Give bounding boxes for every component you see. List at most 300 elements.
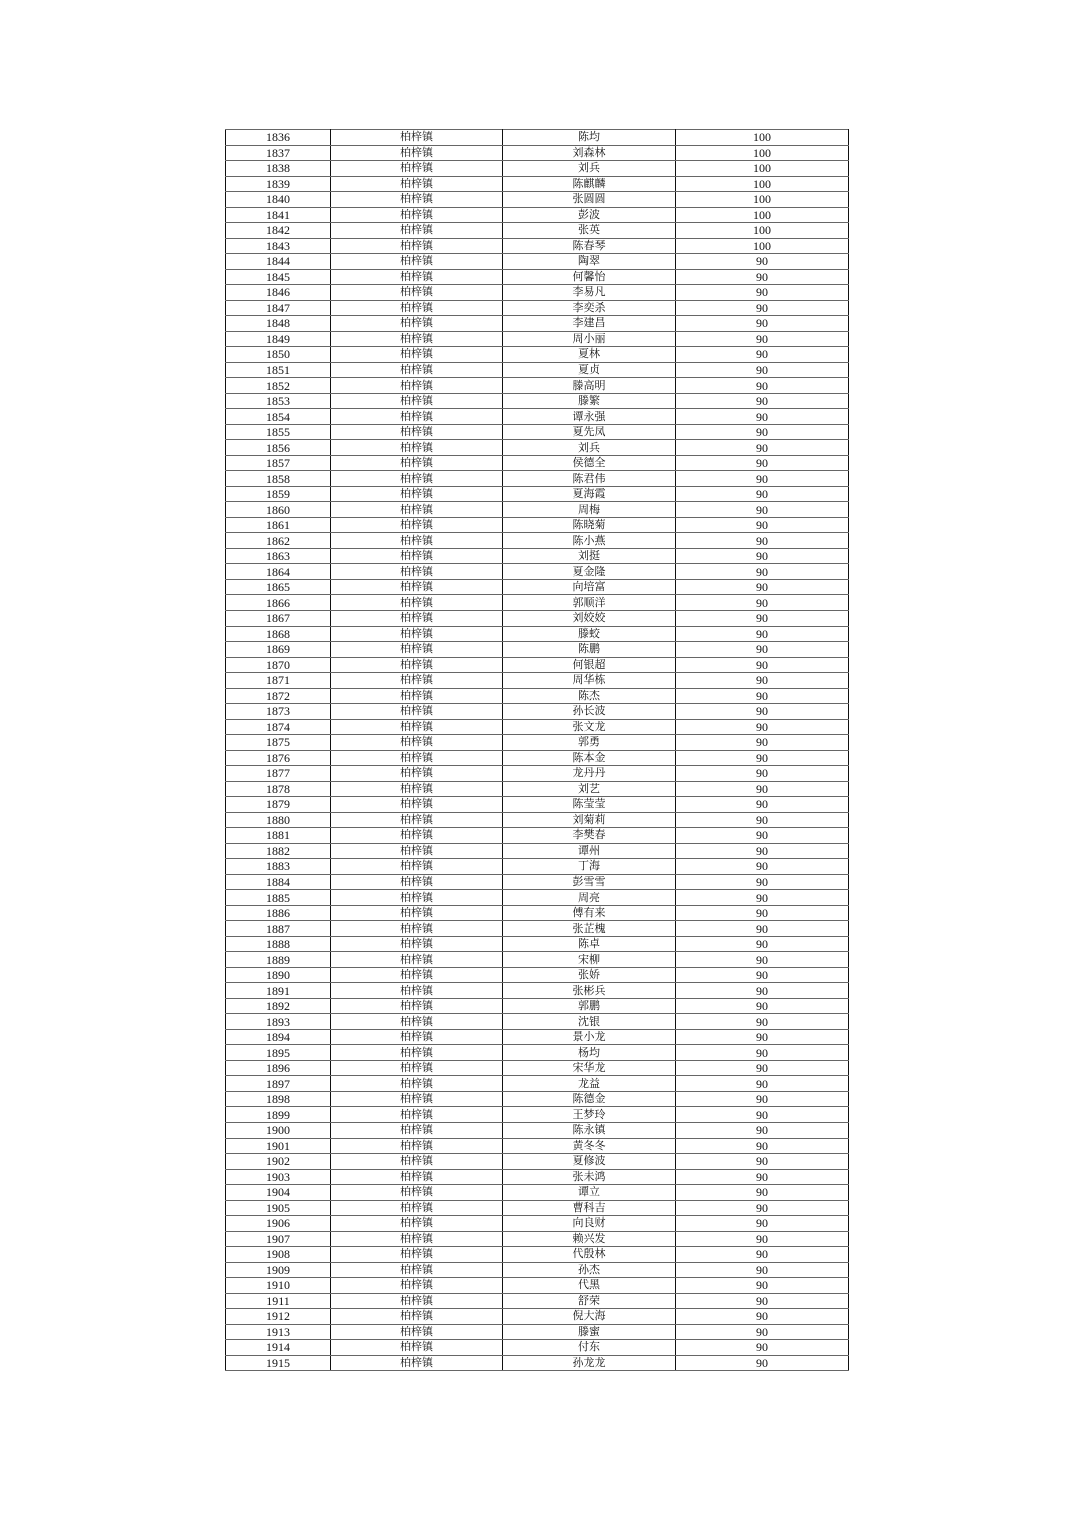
cell-serial-number: 1856 [226, 440, 331, 456]
cell-serial-number: 1869 [226, 642, 331, 658]
cell-serial-number: 1877 [226, 766, 331, 782]
table-row [226, 1091, 849, 1107]
cell-town: 柏梓镇 [331, 921, 503, 937]
cell-serial-number: 1861 [226, 517, 331, 533]
table-row [226, 254, 849, 270]
cell-amount: 90 [676, 843, 849, 859]
cell-town: 柏梓镇 [331, 595, 503, 611]
table-row [226, 1247, 849, 1263]
cell-serial-number: 1905 [226, 1200, 331, 1216]
cell-name: 彭雪雪 [503, 874, 676, 890]
table-row [226, 502, 849, 518]
cell-serial-number: 1898 [226, 1091, 331, 1107]
cell-serial-number: 1908 [226, 1247, 331, 1263]
cell-name: 郭顺洋 [503, 595, 676, 611]
table-row [226, 812, 849, 828]
cell-name: 龙益 [503, 1076, 676, 1092]
table-row [226, 269, 849, 285]
cell-name: 李建昌 [503, 316, 676, 332]
cell-name: 陈春琴 [503, 238, 676, 254]
cell-name: 夏修波 [503, 1154, 676, 1170]
cell-name: 赖兴发 [503, 1231, 676, 1247]
cell-name: 王梦玲 [503, 1107, 676, 1123]
cell-town: 柏梓镇 [331, 223, 503, 239]
cell-amount: 90 [676, 1138, 849, 1154]
cell-name: 李樊春 [503, 828, 676, 844]
cell-amount: 90 [676, 517, 849, 533]
cell-town: 柏梓镇 [331, 409, 503, 425]
cell-serial-number: 1879 [226, 797, 331, 813]
table-row [226, 285, 849, 301]
table-row [226, 1324, 849, 1340]
cell-town: 柏梓镇 [331, 316, 503, 332]
cell-amount: 100 [676, 161, 849, 177]
cell-name: 滕蜜 [503, 1324, 676, 1340]
cell-amount: 90 [676, 1231, 849, 1247]
cell-amount: 90 [676, 781, 849, 797]
table-row [226, 238, 849, 254]
data-table [225, 129, 849, 1371]
table-row [226, 673, 849, 689]
cell-name: 孙杰 [503, 1262, 676, 1278]
table-row [226, 471, 849, 487]
cell-town: 柏梓镇 [331, 1185, 503, 1201]
cell-town: 柏梓镇 [331, 362, 503, 378]
cell-name: 刘森林 [503, 145, 676, 161]
cell-town: 柏梓镇 [331, 300, 503, 316]
cell-name: 陈鹏 [503, 642, 676, 658]
table-row [226, 316, 849, 332]
cell-amount: 90 [676, 502, 849, 518]
cell-amount: 90 [676, 440, 849, 456]
cell-town: 柏梓镇 [331, 1293, 503, 1309]
cell-amount: 90 [676, 1045, 849, 1061]
table-row [226, 1355, 849, 1371]
cell-amount: 90 [676, 642, 849, 658]
cell-town: 柏梓镇 [331, 285, 503, 301]
table-row [226, 207, 849, 223]
cell-serial-number: 1875 [226, 735, 331, 751]
cell-serial-number: 1886 [226, 905, 331, 921]
cell-town: 柏梓镇 [331, 455, 503, 471]
cell-serial-number: 1873 [226, 704, 331, 720]
table-row [226, 704, 849, 720]
table-row [226, 1014, 849, 1030]
cell-serial-number: 1895 [226, 1045, 331, 1061]
cell-name: 舒荣 [503, 1293, 676, 1309]
cell-amount: 90 [676, 936, 849, 952]
cell-amount: 90 [676, 1262, 849, 1278]
cell-serial-number: 1838 [226, 161, 331, 177]
cell-amount: 90 [676, 471, 849, 487]
cell-town: 柏梓镇 [331, 890, 503, 906]
cell-serial-number: 1857 [226, 455, 331, 471]
cell-town: 柏梓镇 [331, 1123, 503, 1139]
cell-town: 柏梓镇 [331, 719, 503, 735]
cell-serial-number: 1913 [226, 1324, 331, 1340]
table-row [226, 192, 849, 208]
table-row [226, 797, 849, 813]
cell-name: 滕高明 [503, 378, 676, 394]
table-row [226, 1278, 849, 1294]
cell-town: 柏梓镇 [331, 859, 503, 875]
cell-serial-number: 1868 [226, 626, 331, 642]
cell-name: 陈本金 [503, 750, 676, 766]
cell-amount: 90 [676, 859, 849, 875]
cell-name: 陈卓 [503, 936, 676, 952]
cell-name: 夏先凤 [503, 424, 676, 440]
cell-serial-number: 1847 [226, 300, 331, 316]
cell-name: 周梅 [503, 502, 676, 518]
cell-serial-number: 1859 [226, 486, 331, 502]
cell-name: 郭勇 [503, 735, 676, 751]
table-row [226, 983, 849, 999]
cell-serial-number: 1892 [226, 998, 331, 1014]
table-row [226, 1200, 849, 1216]
cell-serial-number: 1854 [226, 409, 331, 425]
cell-serial-number: 1903 [226, 1169, 331, 1185]
cell-name: 陈小燕 [503, 533, 676, 549]
cell-name: 陈永镇 [503, 1123, 676, 1139]
cell-amount: 90 [676, 455, 849, 471]
cell-town: 柏梓镇 [331, 1107, 503, 1123]
cell-town: 柏梓镇 [331, 797, 503, 813]
cell-amount: 100 [676, 192, 849, 208]
cell-name: 付东 [503, 1340, 676, 1356]
cell-amount: 90 [676, 548, 849, 564]
table-row [226, 579, 849, 595]
table-row [226, 1045, 849, 1061]
cell-amount: 90 [676, 316, 849, 332]
cell-serial-number: 1900 [226, 1123, 331, 1139]
table-row [226, 145, 849, 161]
cell-amount: 90 [676, 610, 849, 626]
cell-serial-number: 1893 [226, 1014, 331, 1030]
table-row [226, 1107, 849, 1123]
table-row [226, 967, 849, 983]
cell-amount: 100 [676, 207, 849, 223]
cell-amount: 90 [676, 1309, 849, 1325]
cell-town: 柏梓镇 [331, 1014, 503, 1030]
cell-serial-number: 1880 [226, 812, 331, 828]
cell-serial-number: 1862 [226, 533, 331, 549]
cell-name: 杨均 [503, 1045, 676, 1061]
cell-amount: 90 [676, 393, 849, 409]
cell-town: 柏梓镇 [331, 983, 503, 999]
cell-name: 龙丹丹 [503, 766, 676, 782]
cell-amount: 90 [676, 409, 849, 425]
table-row [226, 874, 849, 890]
cell-serial-number: 1860 [226, 502, 331, 518]
cell-serial-number: 1876 [226, 750, 331, 766]
cell-serial-number: 1853 [226, 393, 331, 409]
table-row [226, 781, 849, 797]
cell-serial-number: 1909 [226, 1262, 331, 1278]
table-row [226, 843, 849, 859]
cell-name: 陈莹莹 [503, 797, 676, 813]
cell-name: 周小丽 [503, 331, 676, 347]
cell-amount: 90 [676, 657, 849, 673]
cell-serial-number: 1863 [226, 548, 331, 564]
cell-town: 柏梓镇 [331, 1340, 503, 1356]
cell-town: 柏梓镇 [331, 1262, 503, 1278]
cell-town: 柏梓镇 [331, 1169, 503, 1185]
table-row [226, 1293, 849, 1309]
cell-amount: 90 [676, 1355, 849, 1371]
table-row [226, 362, 849, 378]
cell-name: 夏林 [503, 347, 676, 363]
cell-town: 柏梓镇 [331, 812, 503, 828]
cell-serial-number: 1849 [226, 331, 331, 347]
cell-amount: 90 [676, 533, 849, 549]
table-row [226, 300, 849, 316]
cell-town: 柏梓镇 [331, 393, 503, 409]
cell-serial-number: 1872 [226, 688, 331, 704]
cell-serial-number: 1881 [226, 828, 331, 844]
cell-amount: 100 [676, 176, 849, 192]
cell-town: 柏梓镇 [331, 1200, 503, 1216]
cell-town: 柏梓镇 [331, 1045, 503, 1061]
cell-serial-number: 1845 [226, 269, 331, 285]
cell-amount: 90 [676, 735, 849, 751]
cell-amount: 90 [676, 812, 849, 828]
cell-amount: 90 [676, 673, 849, 689]
table-row [226, 1262, 849, 1278]
cell-serial-number: 1910 [226, 1278, 331, 1294]
table-row [226, 921, 849, 937]
cell-name: 何银超 [503, 657, 676, 673]
cell-amount: 90 [676, 1185, 849, 1201]
cell-serial-number: 1843 [226, 238, 331, 254]
cell-town: 柏梓镇 [331, 642, 503, 658]
cell-town: 柏梓镇 [331, 626, 503, 642]
cell-town: 柏梓镇 [331, 1060, 503, 1076]
cell-amount: 90 [676, 967, 849, 983]
cell-amount: 90 [676, 300, 849, 316]
table-row [226, 347, 849, 363]
cell-town: 柏梓镇 [331, 1278, 503, 1294]
cell-town: 柏梓镇 [331, 130, 503, 146]
cell-name: 孙龙龙 [503, 1355, 676, 1371]
cell-amount: 90 [676, 797, 849, 813]
cell-amount: 90 [676, 1076, 849, 1092]
cell-serial-number: 1839 [226, 176, 331, 192]
table-row [226, 610, 849, 626]
cell-town: 柏梓镇 [331, 1324, 503, 1340]
cell-name: 倪大海 [503, 1309, 676, 1325]
table-row [226, 564, 849, 580]
cell-town: 柏梓镇 [331, 735, 503, 751]
cell-town: 柏梓镇 [331, 610, 503, 626]
cell-serial-number: 1896 [226, 1060, 331, 1076]
cell-town: 柏梓镇 [331, 704, 503, 720]
cell-name: 何馨怡 [503, 269, 676, 285]
cell-serial-number: 1914 [226, 1340, 331, 1356]
cell-name: 陈杰 [503, 688, 676, 704]
cell-town: 柏梓镇 [331, 1216, 503, 1232]
cell-amount: 90 [676, 1278, 849, 1294]
cell-town: 柏梓镇 [331, 657, 503, 673]
table-row [226, 331, 849, 347]
cell-name: 夏金隆 [503, 564, 676, 580]
cell-town: 柏梓镇 [331, 548, 503, 564]
table-row [226, 517, 849, 533]
cell-serial-number: 1848 [226, 316, 331, 332]
cell-name: 郭鹏 [503, 998, 676, 1014]
cell-town: 柏梓镇 [331, 1231, 503, 1247]
table-row [226, 626, 849, 642]
cell-town: 柏梓镇 [331, 1029, 503, 1045]
table-row [226, 1060, 849, 1076]
cell-town: 柏梓镇 [331, 207, 503, 223]
cell-amount: 100 [676, 130, 849, 146]
cell-name: 张芷槐 [503, 921, 676, 937]
cell-serial-number: 1901 [226, 1138, 331, 1154]
cell-amount: 90 [676, 269, 849, 285]
table-row [226, 766, 849, 782]
cell-town: 柏梓镇 [331, 688, 503, 704]
table-row [226, 595, 849, 611]
cell-serial-number: 1836 [226, 130, 331, 146]
table-row [226, 859, 849, 875]
table-row [226, 548, 849, 564]
cell-name: 向良财 [503, 1216, 676, 1232]
cell-name: 陶翠 [503, 254, 676, 270]
cell-amount: 90 [676, 1091, 849, 1107]
cell-amount: 100 [676, 145, 849, 161]
cell-amount: 90 [676, 688, 849, 704]
cell-name: 陈德金 [503, 1091, 676, 1107]
cell-town: 柏梓镇 [331, 238, 503, 254]
cell-town: 柏梓镇 [331, 176, 503, 192]
cell-serial-number: 1904 [226, 1185, 331, 1201]
cell-amount: 100 [676, 238, 849, 254]
cell-town: 柏梓镇 [331, 440, 503, 456]
cell-name: 陈君伟 [503, 471, 676, 487]
table-row [226, 657, 849, 673]
cell-serial-number: 1890 [226, 967, 331, 983]
cell-name: 宋柳 [503, 952, 676, 968]
cell-serial-number: 1883 [226, 859, 331, 875]
cell-town: 柏梓镇 [331, 1247, 503, 1263]
cell-serial-number: 1894 [226, 1029, 331, 1045]
cell-amount: 90 [676, 828, 849, 844]
table-row [226, 533, 849, 549]
cell-amount: 90 [676, 1340, 849, 1356]
cell-town: 柏梓镇 [331, 1076, 503, 1092]
table-row [226, 952, 849, 968]
cell-amount: 90 [676, 254, 849, 270]
table-row [226, 1138, 849, 1154]
table-row [226, 688, 849, 704]
cell-name: 张未鸿 [503, 1169, 676, 1185]
cell-amount: 90 [676, 750, 849, 766]
table-row [226, 486, 849, 502]
table-row [226, 130, 849, 146]
table-row [226, 161, 849, 177]
cell-name: 陈麒麟 [503, 176, 676, 192]
table-row [226, 1123, 849, 1139]
cell-serial-number: 1866 [226, 595, 331, 611]
cell-serial-number: 1889 [226, 952, 331, 968]
cell-amount: 90 [676, 890, 849, 906]
cell-amount: 90 [676, 1324, 849, 1340]
cell-serial-number: 1907 [226, 1231, 331, 1247]
cell-town: 柏梓镇 [331, 378, 503, 394]
cell-serial-number: 1852 [226, 378, 331, 394]
cell-serial-number: 1865 [226, 579, 331, 595]
cell-name: 张文龙 [503, 719, 676, 735]
cell-name: 谭州 [503, 843, 676, 859]
table-row [226, 424, 849, 440]
cell-town: 柏梓镇 [331, 828, 503, 844]
cell-amount: 90 [676, 378, 849, 394]
cell-name: 周亮 [503, 890, 676, 906]
cell-name: 景小龙 [503, 1029, 676, 1045]
table-body [226, 130, 849, 1371]
cell-amount: 90 [676, 362, 849, 378]
cell-serial-number: 1887 [226, 921, 331, 937]
cell-serial-number: 1842 [226, 223, 331, 239]
cell-serial-number: 1884 [226, 874, 331, 890]
cell-name: 刘菊莉 [503, 812, 676, 828]
cell-town: 柏梓镇 [331, 579, 503, 595]
cell-amount: 90 [676, 1123, 849, 1139]
cell-town: 柏梓镇 [331, 952, 503, 968]
cell-amount: 90 [676, 1107, 849, 1123]
cell-name: 滕繁 [503, 393, 676, 409]
cell-name: 滕蛟 [503, 626, 676, 642]
cell-town: 柏梓镇 [331, 766, 503, 782]
cell-amount: 90 [676, 595, 849, 611]
cell-town: 柏梓镇 [331, 750, 503, 766]
cell-town: 柏梓镇 [331, 331, 503, 347]
cell-serial-number: 1891 [226, 983, 331, 999]
cell-town: 柏梓镇 [331, 874, 503, 890]
cell-amount: 90 [676, 486, 849, 502]
cell-serial-number: 1851 [226, 362, 331, 378]
cell-town: 柏梓镇 [331, 486, 503, 502]
table-row [226, 1154, 849, 1170]
cell-name: 代殷林 [503, 1247, 676, 1263]
cell-name: 谭立 [503, 1185, 676, 1201]
table-row [226, 936, 849, 952]
cell-amount: 90 [676, 1060, 849, 1076]
cell-serial-number: 1899 [226, 1107, 331, 1123]
cell-amount: 90 [676, 564, 849, 580]
cell-name: 侯德全 [503, 455, 676, 471]
table-row [226, 905, 849, 921]
cell-town: 柏梓镇 [331, 781, 503, 797]
cell-serial-number: 1906 [226, 1216, 331, 1232]
table-row [226, 455, 849, 471]
cell-name: 宋华龙 [503, 1060, 676, 1076]
cell-town: 柏梓镇 [331, 998, 503, 1014]
cell-amount: 90 [676, 424, 849, 440]
cell-serial-number: 1912 [226, 1309, 331, 1325]
cell-name: 代黑 [503, 1278, 676, 1294]
cell-serial-number: 1858 [226, 471, 331, 487]
table-row [226, 828, 849, 844]
cell-serial-number: 1864 [226, 564, 331, 580]
table-row [226, 176, 849, 192]
cell-serial-number: 1911 [226, 1293, 331, 1309]
cell-amount: 90 [676, 331, 849, 347]
cell-town: 柏梓镇 [331, 347, 503, 363]
cell-town: 柏梓镇 [331, 533, 503, 549]
cell-name: 张英 [503, 223, 676, 239]
cell-amount: 90 [676, 285, 849, 301]
